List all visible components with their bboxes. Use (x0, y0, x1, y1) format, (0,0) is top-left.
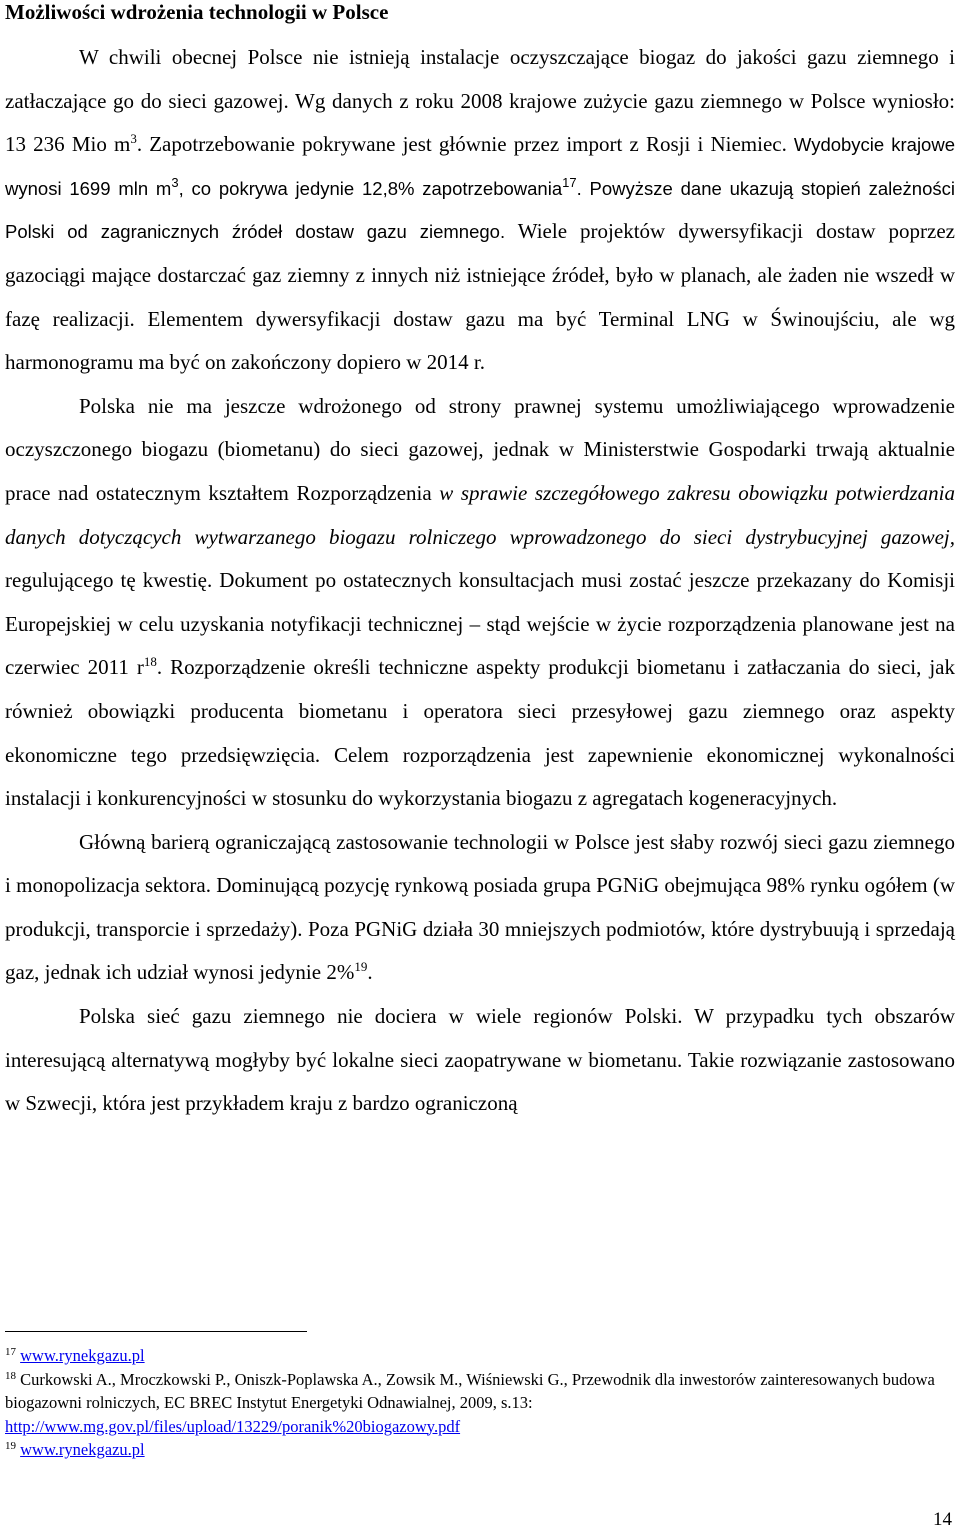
footnote-separator (5, 1331, 307, 1332)
page-number: 14 (933, 1509, 952, 1530)
paragraph-local-networks (5, 995, 955, 1126)
paragraph-text: Polska sieć gazu ziemnego nie dociera w wiele regionów Polski. W przypadku tych obszarów interesującą alternatywą mogłyby być lokalne sieci zaopatrywane w biometanu. Takie rozwiązanie zastosowano w Szwecji, która jest przykładem kraju z bardzo ograniczoną (5, 1004, 955, 1116)
footnote-number: 19 (5, 1440, 16, 1452)
footnote-17-link[interactable]: www.rynekgazu.pl (20, 1346, 145, 1365)
paragraph-text: . Zapotrzebowanie pokrywane jest głównie przez import z Rosji i Niemiec. (136, 132, 787, 157)
footnote-18 (5, 1368, 955, 1439)
footnotes (5, 1344, 955, 1462)
paragraph-text: Wydobycie krajowe wynosi 1699 mln m (5, 134, 955, 199)
paragraph-text: Polska nie ma jeszcze wdrożonego od strony prawnej systemu umożliwiającego wprowadzenie oczyszczonego biogazu (biometanu) do sieci gazowej, jednak w Ministerstwie Gospodarki trwają aktualnie prace nad ostatecznym kształtem Rozporządzenia (5, 393, 955, 505)
paragraph-text: regulującego tę kwestię. Dokument po ostatecznych konsultacjach musi zostać jeszcze przekazany do Komisji Europejskiej w celu uzyskania notyfikacji technicznej – stąd wejście w życie rozporządzenia planowane jest na czerwiec 2011 r (5, 568, 955, 680)
superscript: 3 (130, 131, 137, 147)
paragraph-regulation (5, 385, 955, 821)
footnote-number: 17 (5, 1346, 16, 1358)
footnote-19-link[interactable]: www.rynekgazu.pl (20, 1440, 145, 1459)
footnote-text: Curkowski A., Mroczkowski P., Oniszk-Poplawska A., Zowsik M., Wiśniewski G., Przewodnik dla inwestorów zainteresowanych budowa biogazowni rolniczych, EC BREC Instytut Energetyki Odnawialnej, 2009, s.13: (5, 1369, 935, 1412)
paragraph-text: Główną barierą ograniczającą zastosowanie technologii w Polsce jest słaby rozwój sieci gazu ziemnego i monopolizacja sektora. Dominującą pozycję rynkową posiada grupa PGNiG obejmująca 98% rynku ogółem (w produkcji, transporcie i sprzedaży). Poza PGNiG działa 30 mniejszych podmiotów, które dystrybuują i sprzedają gaz, jednak ich udział wynosi jedynie 2% (5, 829, 955, 985)
superscript: 3 (171, 174, 179, 190)
paragraph-gas-consumption (5, 36, 955, 385)
paragraph-text: . Powyższe dane ukazują stopień zależności Polski od zagranicznych źródeł dostaw gazu ziemnego. (5, 177, 955, 243)
footnote-number: 18 (5, 1369, 16, 1382)
footnote-ref-18: 18 (143, 654, 157, 670)
paragraph-text: W chwili obecnej Polsce nie istnieją instalacje oczyszczające biogaz do jakości gazu ziemnego i zatłaczające go do sieci gazowej. Wg danych z roku 2008 krajowe zużycie gazu ziemnego w Polsce wyniosło: 13 236 Mio m (5, 45, 955, 157)
paragraph-text: Wiele projektów dywersyfikacji dostaw poprzez gazociągi mające dostarczać gaz ziemny z innych niż istniejące źródeł, było w planach, ale żaden nie wszedł w fazę realizacji. Elementem dywersyfikacji dostaw gazu ma być Terminal LNG w Świnoujściu, ale wg harmonogramu ma być on zakończony dopiero w 2014 r. (5, 219, 955, 375)
body-text (5, 36, 955, 1126)
footnote-17 (5, 1344, 955, 1368)
footnote-ref-17: 17 (562, 174, 577, 190)
section-heading: Możliwości wdrożenia technologii w Polsce (5, 0, 389, 24)
footnote-ref-19: 19 (354, 959, 368, 975)
footnote-18-link[interactable]: http://www.mg.gov.pl/files/upload/13229/poranik%20biogazowy.pdf (5, 1416, 461, 1436)
paragraph-text: . (367, 960, 373, 985)
regulation-title: w sprawie szczegółowego zakresu obowiązku potwierdzania danych dotyczących wytwarzanego biogazu rolniczego wprowadzonego do sieci dystrybucyjnej gazowej, (5, 480, 955, 549)
paragraph-text: . Rozporządzenie określi techniczne aspekty produkcji biometanu i zatłaczania do sieci, jak również obowiązki producenta biometanu i operatora sieci przesyłowej gazu ziemnego oraz aspekty ekonomiczne tego przedsięwzięcia. Celem rozporządzenia jest zapewnienie ekonomicznej wykonalności instalacji i konkurencyjności w stosunku do wykorzystania biogazu z agregatach kogeneracyjnych. (5, 655, 955, 811)
paragraph-text: , co pokrywa jedynie 12,8% zapotrzebowania (178, 177, 563, 199)
paragraph-barriers (5, 821, 955, 995)
footnote-19 (5, 1438, 955, 1462)
